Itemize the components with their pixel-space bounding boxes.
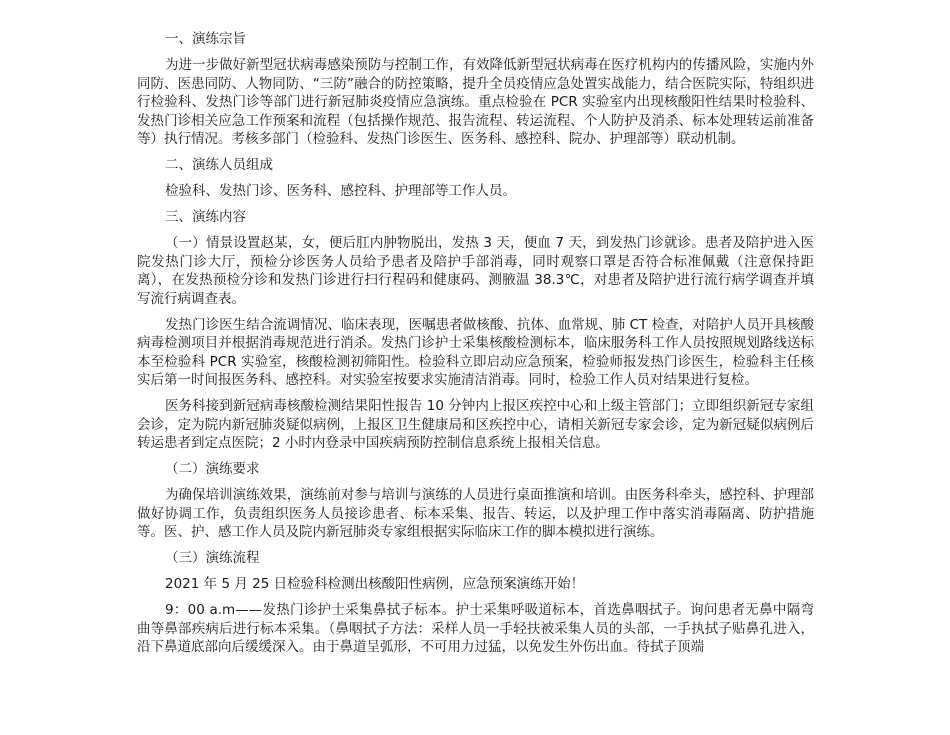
section-heading-personnel: 二、演练人员组成	[165, 157, 273, 173]
paragraph-medical-affairs: 医务科接到新冠病毒核酸检测结果阳性报告 10 分钟内上报区疾控中心和上级主管部门；立即组织新冠专家组会诊，定为院内新冠肺炎疑似病例，上报区卫生健康局和区疾控中心，请相关新冠专家会诊，定为新冠疑似病例后转运患者到定点医院；2 小时内登录中国疾病预防控制信息系统上报相关信息。	[137, 398, 814, 451]
document-page	[137, 30, 814, 664]
paragraph-personnel: 检验科、发热门诊、医务科、感控科、护理部等工作人员。	[165, 183, 516, 199]
paragraph-process-0900: 9：00 a.m——发热门诊护士采集鼻拭子标本。护士采集呼吸道标本，首选鼻咽拭子。询问患者无鼻中隔弯曲等鼻部疾病后进行标本采集。（鼻咽拭子方法：采样人员一手轻扶被采集人员的头部，一手执拭子贴鼻孔进入，沿下鼻道底部向后缓缓深入。由于鼻道呈弧形，不可用力过猛，以免发生外伤出血。待拭子顶端	[137, 602, 814, 655]
paragraph-requirements: 为确保培训演练效果，演练前对参与培训与演练的人员进行桌面推演和培训。由医务科牵头，感控科、护理部做好协调工作，负责组织医务人员接诊患者、标本采集、报告、转运，以及护理工作中落实消毒隔离、防护措施等。医、护、感工作人员及院内新冠肺炎专家组根据实际临床工作的脚本模拟进行演练。	[137, 487, 814, 540]
paragraph-process-start: 2021 年 5 月 25 日检验科检测出核酸阳性病例，应急预案演练开始！	[165, 576, 585, 592]
paragraph-scenario: （一）情景设置赵某，女，便后肛内肿物脱出，发热 3 天，便血 7 天，到发热门诊就诊。患者及陪护进入医院发热门诊大厅，预检分诊医务人员给予患者及陪护手部消毒，同时观察口罩是否符合标准佩戴（注意保持距离），在发热预检分诊和发热门诊进行扫行程码和健康码、测腋温 38.3℃，对患者及陪护进行流行病学调查并填写流行病调查表。	[137, 235, 814, 307]
section-heading-content: 三、演练内容	[165, 209, 246, 225]
sub-heading-process: （三）演练流程	[165, 550, 260, 566]
section-heading-purpose: 一、演练宗旨	[165, 31, 246, 47]
sub-heading-requirements: （二）演练要求	[165, 461, 260, 477]
paragraph-purpose: 为进一步做好新型冠状病毒感染预防与控制工作，有效降低新型冠状病毒在医疗机构内的传播风险，实施内外同防、医患同防、人物同防、“三防”融合的防控策略，提升全员疫情应急处置实战能力，结合医院实际，特组织进行检验科、发热门诊等部门进行新冠肺炎疫情应急演练。重点检验在 PCR 实验室内出现核酸阳性结果时检验科、发热门诊相关应急工作预案和流程（包括操作规范、报告流程、转运流程、个人防护及消杀、标本处理转运前准备等）执行情况。考核多部门（检验科、发热门诊医生、医务科、感控科、院办、护理部等）联动机制。	[137, 57, 814, 147]
paragraph-fever-clinic: 发热门诊医生结合流调情况、临床表现，医嘱患者做核酸、抗体、血常规、肺 CT 检查，对陪护人员开具核酸病毒检测项目并根据消毒规范进行消杀。发热门诊护士采集核酸检测标本，临床服务科工作人员按照规划路线送标本至检验科 PCR 实验室，核酸检测初筛阳性。检验科立即启动应急预案，检验师报发热门诊医生，检验科主任核实后第一时间报医务科、感控科。对实验室按要求实施清洁消毒。同时，检验工作人员对结果进行复检。	[137, 316, 814, 388]
